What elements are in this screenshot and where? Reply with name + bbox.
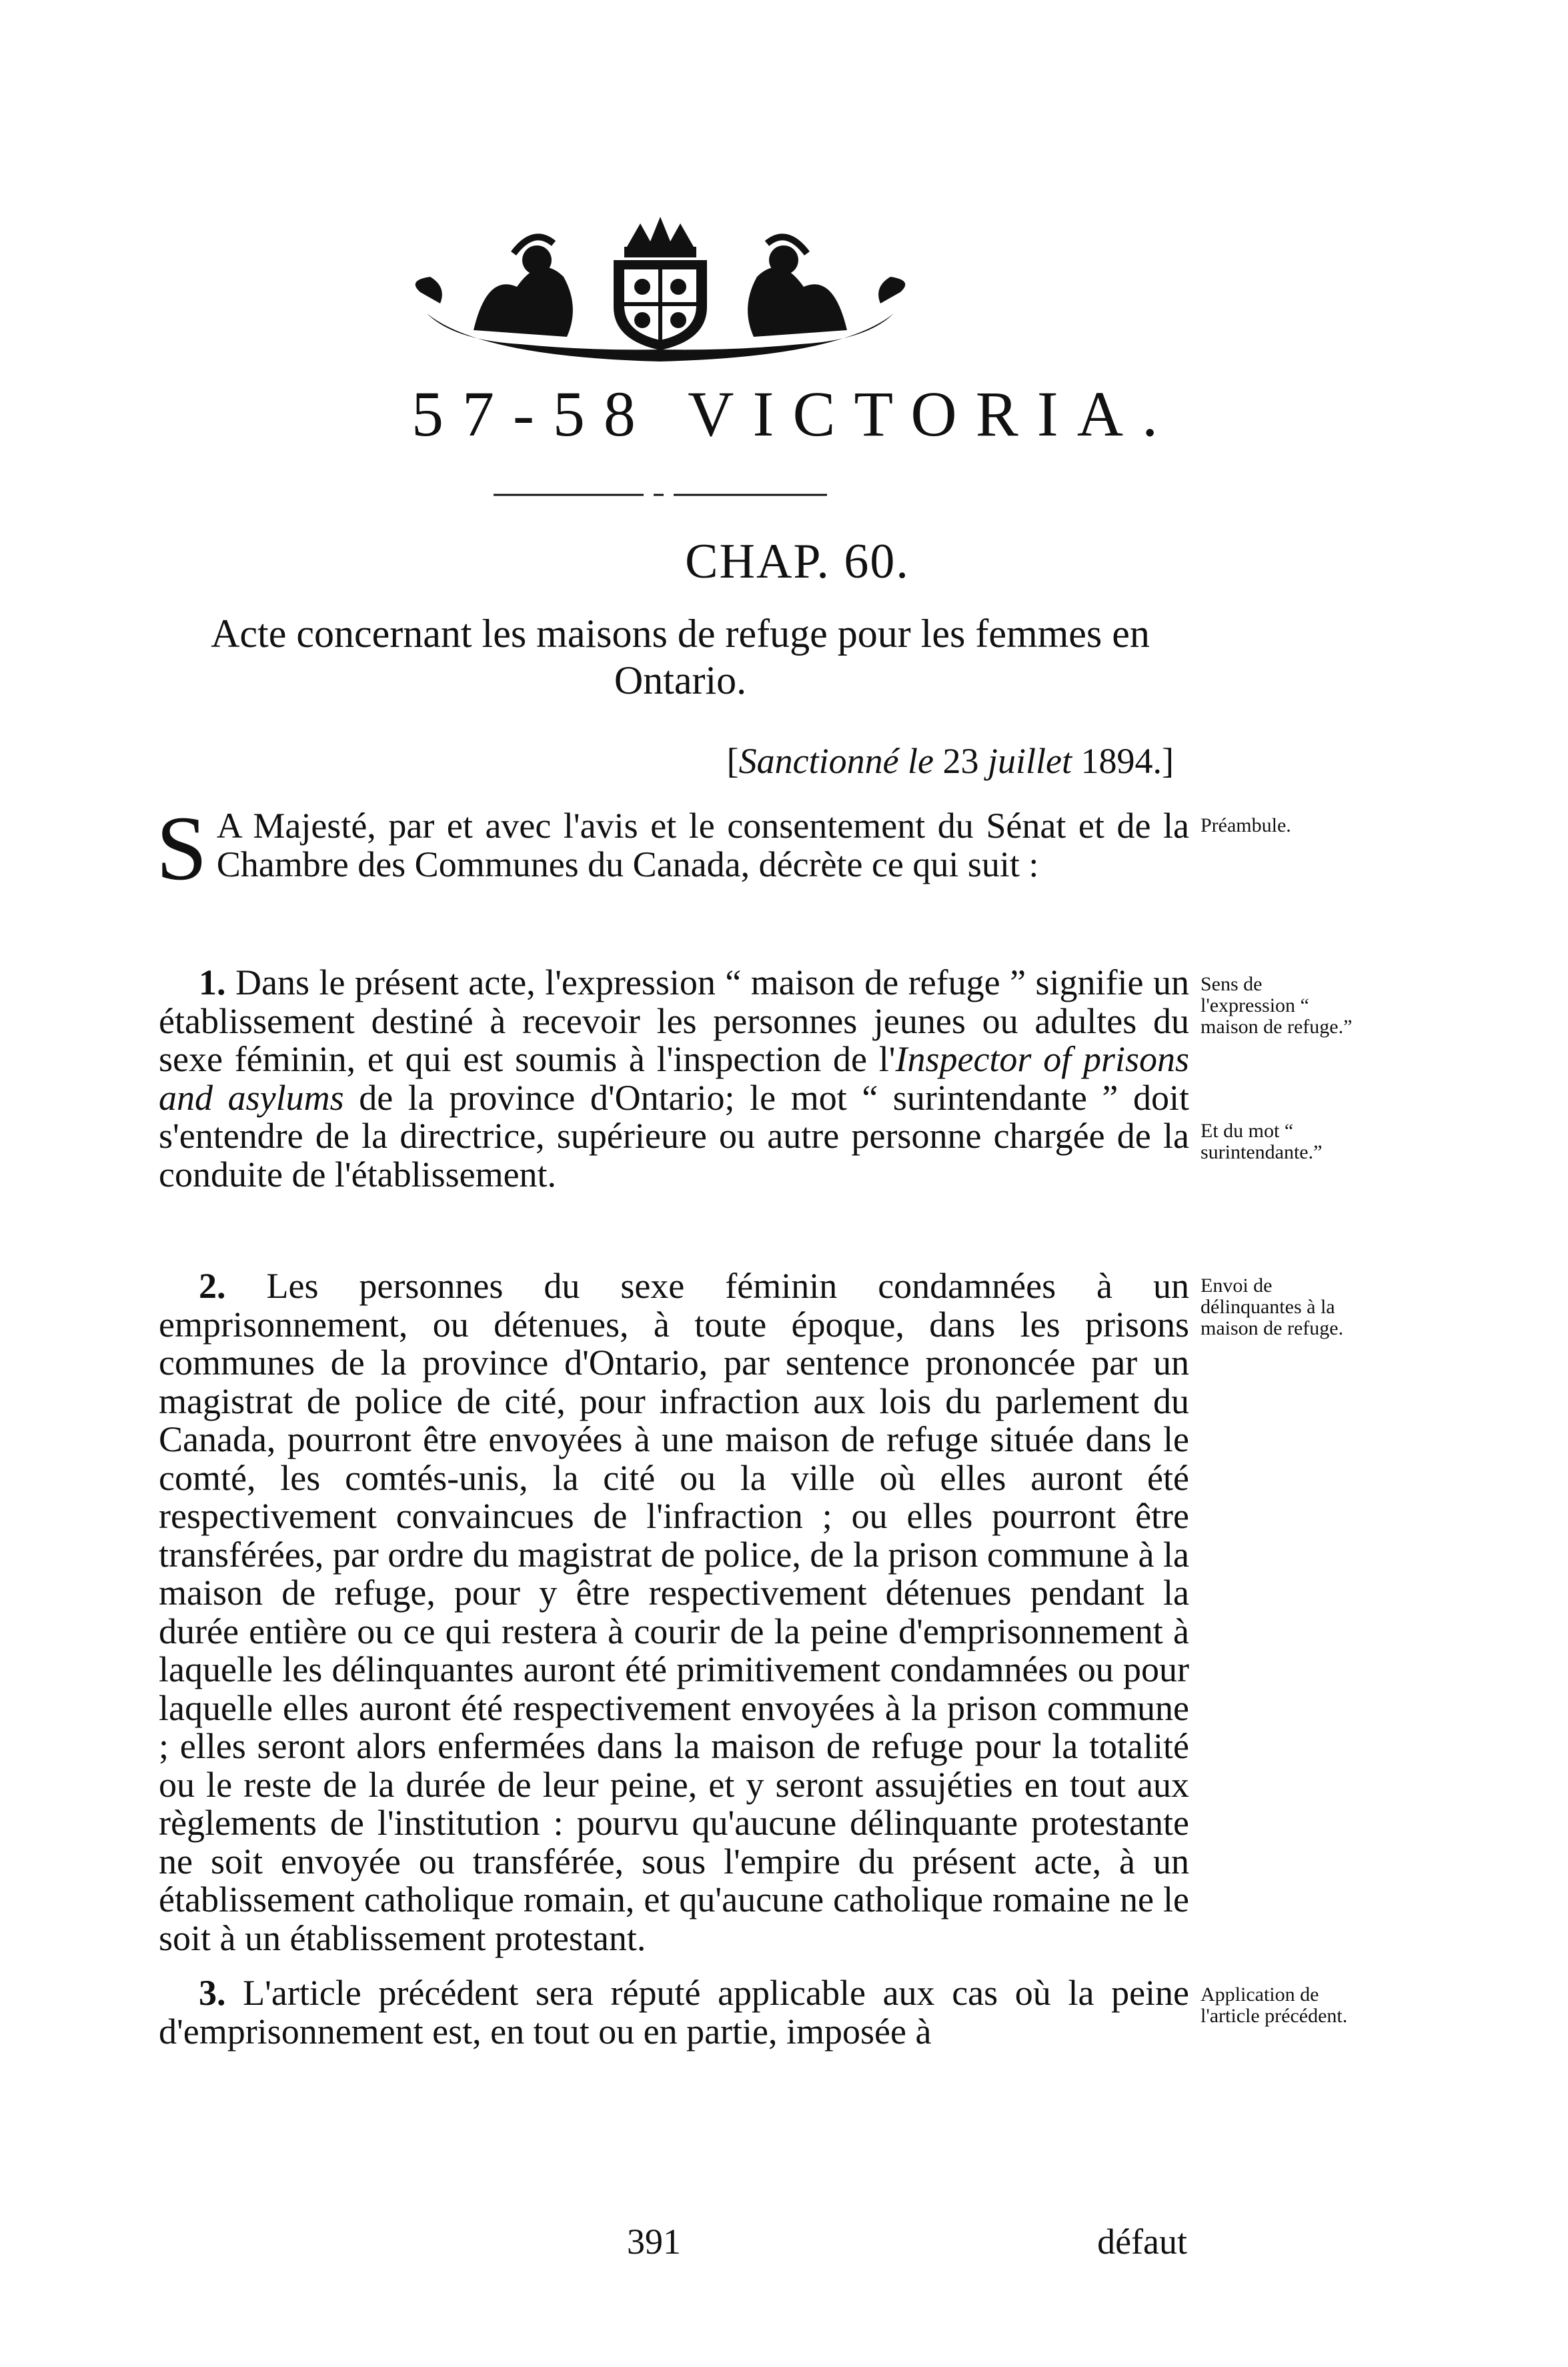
drop-cap: S <box>156 797 207 899</box>
chapter-heading: CHAP. 60. <box>685 534 910 589</box>
act-title: Acte concernant les maisons de refuge pour les femmes en Ontario. <box>211 612 1150 702</box>
section-1-text-a: Dans le présent acte, l'expression “ maison de refuge ” signifie un établissement destiné à recevoir les personnes jeunes ou adultes du sexe féminin, et qui est soumis à l'inspection de l' <box>159 962 1189 1079</box>
assent-date <box>640 740 1174 782</box>
margin-note-preambule: Préambule. <box>1201 814 1291 836</box>
margin-note-envoi: Envoi de délinquantes à la maison de refuge. <box>1201 1275 1344 1339</box>
section-1-italic: Inspector of prisons and asylums <box>159 1039 1189 1118</box>
section-3-text: L'article précédent sera réputé applicable aux cas où la peine d'emprisonnement est, en tout ou en partie, imposée à <box>159 1973 1190 2052</box>
title-divider <box>494 492 827 498</box>
assent-day: 23 <box>942 741 979 781</box>
section-2-text: Les personnes du sexe féminin condamnées à un emprisonnement, ou détenues, à toute époque, dans les prisons communes de la province d'Ontario, par sentence prononcée par un magistrat de police de cité, pour infraction aux lois du parlement du Canada, pourront être envoyées à une maison de refuge située dans le comté, les comtés-unis, la cité ou la ville où elles auront été respectivement convaincues de l'infraction ; ou elles pourront être transférées, par ordre du magistrat de police, de la prison commune à la maison de refuge, pour y être respectivement détenues pendant la durée entière ou ce qui restera à courir de la peine d'emprisonnement à laquelle les délinquantes auront été primitivement condamnées ou pour laquelle elles auront été respectivement envoyées à la prison commune ; elles seront alors enfermées dans la maison de refuge pour la totalité ou le reste de la durée de leur peine, et y seront assujéties en tout aux règlements de l'institution : pourvu qu'aucune délinquante protestante ne soit envoyée ou transférée, sous l'empire du présent acte, à un établissement catholique romain, et qu'aucune catholique romaine ne le soit à un établissement protestant. <box>159 1266 1190 1958</box>
assent-label: Sanctionné le <box>738 741 934 781</box>
page-number: 391 <box>627 2222 681 2262</box>
section-3-paragraph <box>159 1974 1189 2051</box>
margin-note-application: Application de l'article précédent. <box>1201 1984 1348 2027</box>
section-number: 1. <box>199 962 226 1002</box>
assent-month: juillet <box>988 741 1072 781</box>
assent-year: 1894.] <box>1080 741 1174 781</box>
section-1-paragraph <box>159 964 1189 1194</box>
section-number: 2. <box>199 1266 226 1306</box>
assent-open-bracket: [ <box>726 741 739 781</box>
royal-coat-of-arms-icon <box>400 213 920 367</box>
page-title: 57-58 VICTORIA. <box>411 378 1177 450</box>
section-number: 3. <box>199 1973 226 2013</box>
section-2-paragraph <box>159 1267 1189 1957</box>
catchword: défaut <box>1097 2222 1187 2262</box>
section-1-text-b: de la province d'Ontario; le mot “ surintendante ” doit s'entendre de la directrice, supérieure ou autre personne chargée de la conduite de l'établissement. <box>159 1077 1190 1195</box>
margin-note-mot: Et du mot “ surintendante.” <box>1201 1120 1323 1163</box>
margin-note-sens: Sens de l'expression “ maison de refuge.” <box>1201 973 1353 1038</box>
preamble-text: A Majesté, par et avec l'avis et le consentement du Sénat et de la Chambre des Communes du Canada, décrète ce qui suit : <box>216 806 1189 884</box>
preamble-paragraph <box>156 797 1189 899</box>
